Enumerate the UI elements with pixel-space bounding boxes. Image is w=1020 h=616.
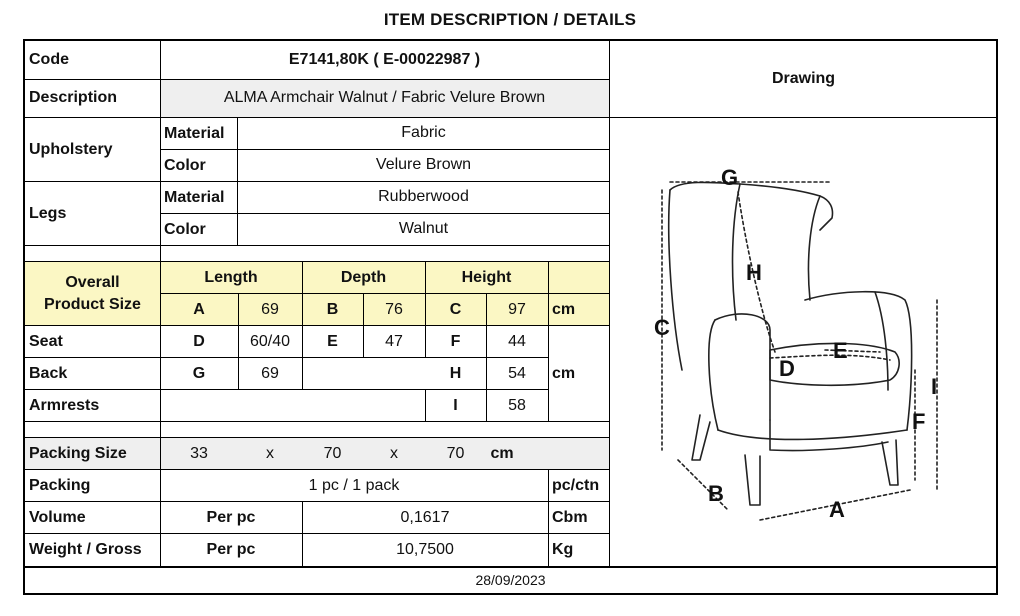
dim-letter-h: H	[746, 260, 762, 285]
dim-letter-d: D	[779, 356, 795, 381]
b-label: B	[302, 294, 363, 325]
packing-size-x2: x	[363, 438, 425, 470]
dim-letter-e: E	[833, 338, 848, 363]
b-value: 76	[363, 294, 425, 325]
upholstery-material-label: Material	[164, 125, 225, 142]
overall-size-text: Overall Product Size	[44, 273, 141, 313]
height-header: Height	[425, 262, 548, 293]
description-value: ALMA Armchair Walnut / Fabric Velure Brown	[160, 79, 609, 117]
legs-label: Legs	[29, 205, 67, 222]
armchair-drawing	[620, 160, 980, 540]
size-unit: cm	[548, 294, 609, 325]
armrests-label: Armrests	[29, 397, 100, 414]
legs-material-label: Material	[164, 189, 225, 206]
volume-per: Per pc	[206, 509, 256, 526]
overall-size-label	[25, 262, 160, 325]
seat-back-unit: cm	[552, 365, 576, 382]
upholstery-material-value: Fabric	[401, 124, 446, 141]
d-label: D	[193, 333, 205, 350]
h-value: 54	[508, 365, 526, 382]
page-title: ITEM DESCRIPTION / DETAILS	[383, 10, 637, 29]
seat-label: Seat	[29, 333, 63, 350]
volume-value: 0,1617	[400, 509, 450, 526]
e-value: 47	[385, 333, 403, 350]
g-value: 69	[261, 365, 279, 382]
packing-label: Packing	[29, 477, 91, 494]
volume-unit: Cbm	[552, 509, 588, 526]
upholstery-label: Upholstery	[29, 141, 113, 158]
weight-per: Per pc	[206, 541, 256, 558]
g-label: G	[192, 365, 206, 382]
packing-size-unit: cm	[486, 438, 518, 470]
weight-value: 10,7500	[396, 541, 454, 558]
description-label: Description	[29, 89, 118, 106]
i-value: 58	[508, 397, 526, 414]
dim-letter-f: F	[912, 409, 926, 434]
packing-size-label: Packing Size	[25, 438, 160, 470]
date: 28/09/2023	[475, 572, 546, 588]
dim-letter-a: A	[829, 497, 845, 522]
depth-header: Depth	[302, 262, 425, 293]
volume-label: Volume	[29, 509, 86, 526]
dim-letter-i: I	[931, 374, 938, 399]
size-blank-cell	[548, 262, 609, 293]
packing-size-fill	[518, 438, 609, 470]
d-value: 60/40	[249, 333, 291, 350]
code-label: Code	[29, 51, 69, 68]
back-label: Back	[29, 365, 68, 382]
legs-material-value: Rubberwood	[378, 188, 469, 205]
code-value: E7141,80K ( E-00022987 )	[288, 51, 481, 68]
e-label: E	[327, 333, 338, 350]
legs-color-value: Walnut	[398, 220, 449, 237]
dim-letter-g: G	[721, 165, 739, 190]
upholstery-color-value: Velure Brown	[375, 156, 472, 173]
f-label: F	[450, 333, 461, 350]
packing-size-w: 33	[160, 438, 238, 470]
h-label: H	[449, 365, 462, 382]
drawing-label: Drawing	[771, 70, 836, 87]
packing-size-x1: x	[238, 438, 302, 470]
packing-size-h: 70	[425, 438, 486, 470]
a-value: 69	[238, 294, 302, 325]
weight-label: Weight / Gross	[29, 541, 142, 558]
packing-unit: pc/ctn	[552, 477, 600, 494]
dim-letter-c: C	[654, 315, 670, 340]
packing-value: 1 pc / 1 pack	[308, 477, 400, 494]
length-header: Length	[160, 262, 302, 293]
legs-color-label: Color	[164, 221, 206, 238]
packing-size-l: 70	[302, 438, 363, 470]
dim-letter-b: B	[708, 481, 724, 506]
upholstery-color-label: Color	[164, 157, 206, 174]
c-value: 97	[486, 294, 548, 325]
c-label: C	[425, 294, 486, 325]
i-label: I	[453, 397, 458, 414]
a-label: A	[160, 294, 238, 325]
weight-unit: Kg	[552, 541, 574, 558]
f-value: 44	[508, 333, 526, 350]
